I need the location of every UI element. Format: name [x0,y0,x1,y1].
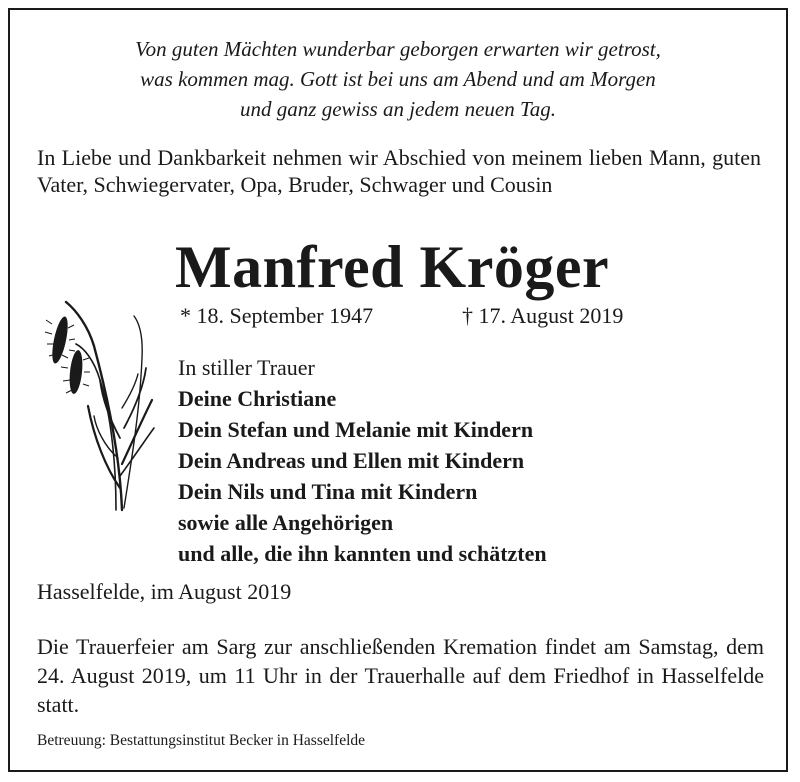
obituary-notice [8,8,788,772]
mourner-line: Dein Andreas und Ellen mit Kindern [178,448,525,473]
mourner-line: Dein Nils und Tina mit Kindern [178,479,478,504]
death-date: † 17. August 2019 [462,303,624,328]
birth-date: * 18. September 1947 [180,303,374,328]
verse-line: Von guten Mächten wunderbar geborgen erwarten wir getrost, [135,37,661,61]
funeral-home-credit: Betreuung: Bestattungsinstitut Becker in Hasselfelde [37,732,366,749]
mourners-heading: In stiller Trauer [178,355,315,380]
place-date: Hasselfelde, im August 2019 [37,579,292,604]
mourners-list [178,352,547,569]
mourner-line: Deine Christiane [178,386,337,411]
verse-line: was kommen mag. Gott ist bei uns am Abend und am Morgen [140,67,656,91]
bible-verse [30,34,766,124]
mourner-line: Dein Stefan und Melanie mit Kindern [178,417,534,442]
intro-text: In Liebe und Dankbarkeit nehmen wir Abschied von meinem lieben Mann, guten Vater, Schwiegervater, Opa, Bruder, Schwager und Cousin [37,145,761,197]
funeral-service-info: Die Trauerfeier am Sarg zur anschließenden Kremation findet am Samstag, dem 24. August 2019, um 11 Uhr in der Trauerhalle auf dem Friedhof in Hasselfelde statt. [37,634,764,717]
wheat-stalk-icon [36,288,156,518]
mourner-line: sowie alle Angehörigen [178,510,394,535]
verse-line: und ganz gewiss an jedem neuen Tag. [240,97,556,121]
deceased-name: Manfred Kröger [175,234,610,300]
mourner-line: und alle, die ihn kannten und schätzten [178,541,547,566]
